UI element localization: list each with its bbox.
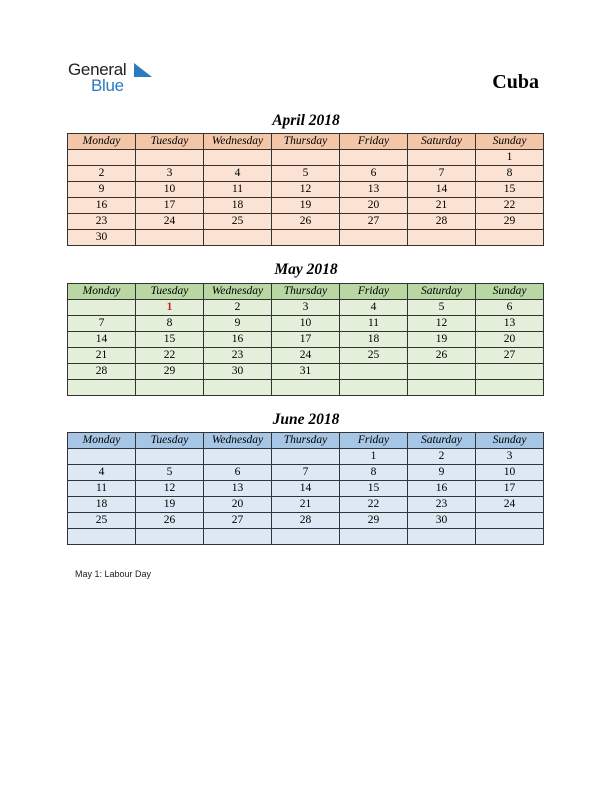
day-cell: 30 — [408, 513, 476, 529]
holiday-note: May 1: Labour Day — [75, 569, 152, 579]
day-cell — [476, 230, 544, 246]
weekday-thursday: Thursday — [272, 284, 340, 300]
day-cell — [204, 529, 272, 545]
weekday-saturday: Saturday — [408, 284, 476, 300]
weekday-header-row — [68, 284, 544, 300]
day-cell — [476, 529, 544, 545]
week-row — [68, 316, 544, 332]
week-row — [68, 497, 544, 513]
day-cell — [136, 380, 204, 396]
weekday-monday: Monday — [68, 433, 136, 449]
day-cell — [408, 380, 476, 396]
day-cell: 29 — [136, 364, 204, 380]
day-cell: 17 — [272, 332, 340, 348]
day-cell: 16 — [408, 481, 476, 497]
day-cell: 5 — [136, 465, 204, 481]
day-cell: 11 — [204, 182, 272, 198]
week-row — [68, 449, 544, 465]
weekday-sunday: Sunday — [476, 134, 544, 150]
week-row — [68, 198, 544, 214]
weekday-thursday: Thursday — [272, 134, 340, 150]
day-cell: 4 — [204, 166, 272, 182]
day-cell: 2 — [68, 166, 136, 182]
day-cell: 2 — [204, 300, 272, 316]
month-title-april: April 2018 — [272, 112, 340, 129]
weekday-monday: Monday — [68, 284, 136, 300]
weekday-sunday: Sunday — [476, 284, 544, 300]
day-cell: 14 — [68, 332, 136, 348]
day-cell — [204, 380, 272, 396]
logo-line-1: General — [68, 60, 127, 79]
day-cell: 15 — [136, 332, 204, 348]
day-cell: 18 — [340, 332, 408, 348]
day-cell: 25 — [204, 214, 272, 230]
weekday-wednesday: Wednesday — [204, 433, 272, 449]
day-cell: 27 — [476, 348, 544, 364]
day-cell: 23 — [68, 214, 136, 230]
weekday-tuesday: Tuesday — [136, 284, 204, 300]
day-cell — [408, 529, 476, 545]
day-cell: 5 — [272, 166, 340, 182]
week-row — [68, 465, 544, 481]
day-cell: 6 — [340, 166, 408, 182]
day-cell: 12 — [272, 182, 340, 198]
day-cell: 30 — [204, 364, 272, 380]
week-row — [68, 513, 544, 529]
day-cell: 7 — [272, 465, 340, 481]
week-row — [68, 364, 544, 380]
day-cell — [340, 364, 408, 380]
day-cell: 18 — [204, 198, 272, 214]
day-cell — [408, 364, 476, 380]
day-cell: 22 — [476, 198, 544, 214]
day-cell — [340, 150, 408, 166]
day-cell — [204, 150, 272, 166]
day-cell — [68, 300, 136, 316]
weekday-wednesday: Wednesday — [204, 134, 272, 150]
day-cell: 22 — [136, 348, 204, 364]
april-weeks — [68, 150, 544, 246]
day-cell: 28 — [68, 364, 136, 380]
week-row — [68, 300, 544, 316]
week-row — [68, 214, 544, 230]
day-cell — [272, 150, 340, 166]
day-cell: 19 — [272, 198, 340, 214]
day-cell: 22 — [340, 497, 408, 513]
weekday-saturday: Saturday — [408, 433, 476, 449]
weekday-header-row — [68, 134, 544, 150]
week-row — [68, 380, 544, 396]
weekday-monday: Monday — [68, 134, 136, 150]
logo-triangle-icon — [134, 63, 152, 77]
day-cell: 4 — [340, 300, 408, 316]
june-weeks — [68, 449, 544, 545]
calendar-june — [67, 432, 544, 545]
day-cell: 8 — [136, 316, 204, 332]
day-cell: 1 — [340, 449, 408, 465]
day-cell: 15 — [476, 182, 544, 198]
month-title-may: May 2018 — [274, 261, 338, 278]
day-cell: 8 — [476, 166, 544, 182]
general-blue-logo — [68, 61, 126, 93]
day-cell: 26 — [408, 348, 476, 364]
day-cell: 16 — [204, 332, 272, 348]
day-cell — [272, 529, 340, 545]
week-row — [68, 166, 544, 182]
week-row — [68, 182, 544, 198]
day-cell — [272, 230, 340, 246]
day-cell: 26 — [272, 214, 340, 230]
day-cell: 14 — [408, 182, 476, 198]
weekday-wednesday: Wednesday — [204, 284, 272, 300]
day-cell — [476, 380, 544, 396]
week-row — [68, 529, 544, 545]
day-cell: 3 — [476, 449, 544, 465]
day-cell: 8 — [340, 465, 408, 481]
day-cell: 9 — [68, 182, 136, 198]
day-cell: 17 — [136, 198, 204, 214]
day-cell: 5 — [408, 300, 476, 316]
day-cell: 27 — [204, 513, 272, 529]
day-cell: 30 — [68, 230, 136, 246]
week-row — [68, 348, 544, 364]
day-cell — [136, 449, 204, 465]
weekday-tuesday: Tuesday — [136, 134, 204, 150]
day-cell: 12 — [136, 481, 204, 497]
day-cell: 25 — [68, 513, 136, 529]
day-cell: 9 — [204, 316, 272, 332]
day-cell — [68, 529, 136, 545]
calendar-april — [67, 133, 544, 246]
month-title-june: June 2018 — [272, 411, 340, 428]
day-cell: 18 — [68, 497, 136, 513]
day-cell: 11 — [68, 481, 136, 497]
day-cell: 19 — [408, 332, 476, 348]
day-cell: 12 — [408, 316, 476, 332]
weekday-thursday: Thursday — [272, 433, 340, 449]
day-cell: 20 — [204, 497, 272, 513]
day-cell: 13 — [340, 182, 408, 198]
day-cell: 21 — [272, 497, 340, 513]
day-cell — [68, 150, 136, 166]
day-cell — [272, 449, 340, 465]
day-cell — [136, 150, 204, 166]
day-cell — [476, 364, 544, 380]
day-cell: 20 — [476, 332, 544, 348]
day-cell: 28 — [272, 513, 340, 529]
day-cell — [68, 380, 136, 396]
day-cell: 28 — [408, 214, 476, 230]
week-row — [68, 332, 544, 348]
day-cell — [68, 449, 136, 465]
day-cell — [136, 529, 204, 545]
day-cell: 29 — [340, 513, 408, 529]
day-cell — [408, 230, 476, 246]
day-cell: 16 — [68, 198, 136, 214]
day-cell: 4 — [68, 465, 136, 481]
day-cell: 26 — [136, 513, 204, 529]
day-cell — [204, 449, 272, 465]
week-row — [68, 150, 544, 166]
day-cell: 7 — [68, 316, 136, 332]
country-title: Cuba — [492, 71, 539, 93]
day-cell: 24 — [476, 497, 544, 513]
day-cell — [340, 230, 408, 246]
day-cell: 29 — [476, 214, 544, 230]
day-cell: 10 — [272, 316, 340, 332]
weekday-header-row — [68, 433, 544, 449]
day-cell: 13 — [204, 481, 272, 497]
day-cell: 2 — [408, 449, 476, 465]
weekday-tuesday: Tuesday — [136, 433, 204, 449]
day-cell: 11 — [340, 316, 408, 332]
day-cell: 21 — [68, 348, 136, 364]
may-weeks — [68, 300, 544, 396]
day-cell: 20 — [340, 198, 408, 214]
weekday-sunday: Sunday — [476, 433, 544, 449]
day-cell: 21 — [408, 198, 476, 214]
weekday-friday: Friday — [340, 134, 408, 150]
day-cell — [408, 150, 476, 166]
calendar-may — [67, 283, 544, 396]
day-cell — [204, 230, 272, 246]
day-cell — [272, 380, 340, 396]
day-cell: 23 — [408, 497, 476, 513]
day-cell: 14 — [272, 481, 340, 497]
day-cell: 6 — [476, 300, 544, 316]
day-cell: 15 — [340, 481, 408, 497]
day-cell — [136, 230, 204, 246]
day-cell: 7 — [408, 166, 476, 182]
day-cell: 3 — [272, 300, 340, 316]
day-cell — [340, 529, 408, 545]
day-cell: 10 — [136, 182, 204, 198]
weekday-friday: Friday — [340, 284, 408, 300]
day-cell: 24 — [272, 348, 340, 364]
day-cell: 25 — [340, 348, 408, 364]
holiday-day-cell: 1 — [136, 300, 204, 316]
weekday-saturday: Saturday — [408, 134, 476, 150]
day-cell — [340, 380, 408, 396]
day-cell: 10 — [476, 465, 544, 481]
day-cell — [476, 513, 544, 529]
week-row — [68, 230, 544, 246]
day-cell: 17 — [476, 481, 544, 497]
weekday-friday: Friday — [340, 433, 408, 449]
day-cell: 23 — [204, 348, 272, 364]
day-cell: 27 — [340, 214, 408, 230]
logo-line-2: Blue — [91, 76, 124, 95]
day-cell: 3 — [136, 166, 204, 182]
day-cell: 6 — [204, 465, 272, 481]
day-cell: 13 — [476, 316, 544, 332]
day-cell: 31 — [272, 364, 340, 380]
week-row — [68, 481, 544, 497]
day-cell: 9 — [408, 465, 476, 481]
day-cell: 24 — [136, 214, 204, 230]
day-cell: 19 — [136, 497, 204, 513]
day-cell: 1 — [476, 150, 544, 166]
